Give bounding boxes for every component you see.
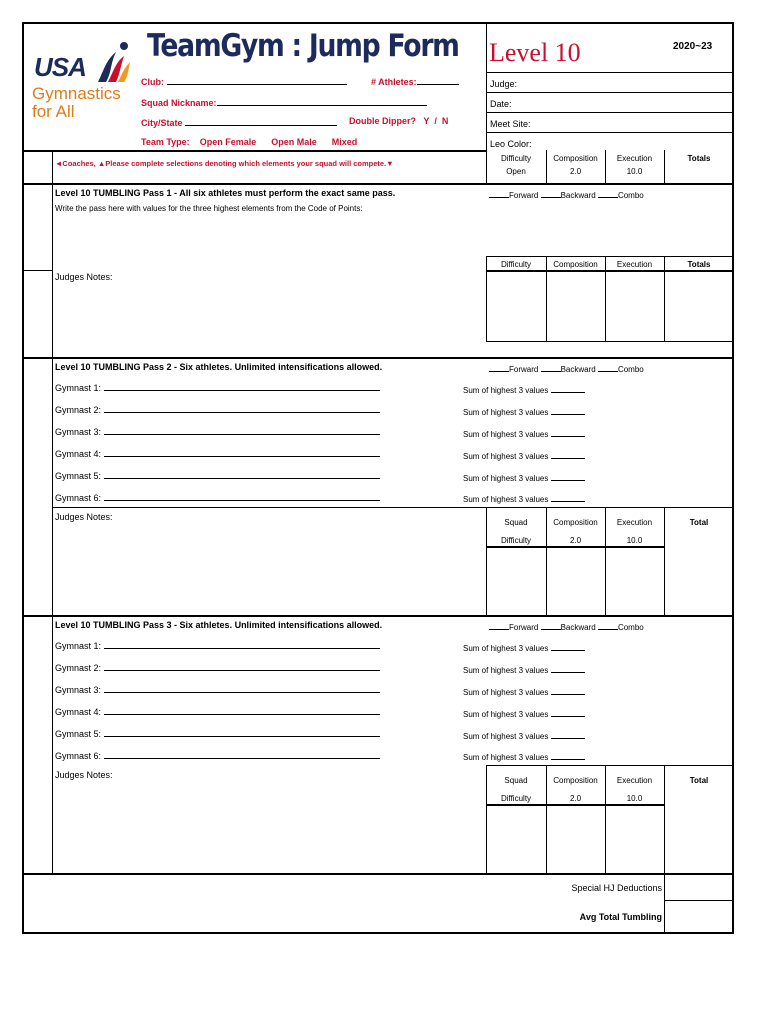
pass1-col-execution: Execution: [616, 260, 653, 269]
season-label: 2020~23: [673, 41, 713, 52]
pass3-sum-4[interactable]: Sum of highest 3 values: [463, 707, 585, 719]
pass2-gymnast-2[interactable]: Gymnast 2:: [55, 403, 380, 415]
pass2-gymnast-4[interactable]: Gymnast 4:: [55, 447, 380, 459]
logo-for-all-text: for All: [32, 102, 75, 121]
pass3-col-difficulty: Difficulty: [500, 794, 532, 803]
date-field[interactable]: Date:: [490, 99, 512, 109]
pass2-col-execution-value: 10.0: [626, 536, 643, 545]
special-hj-deductions-field[interactable]: [665, 874, 733, 900]
team-type-open-male[interactable]: Open Male: [271, 137, 317, 147]
instructions-text: ◄Coaches, ▲Please complete selections denoting which elements your squad will compete.▼: [55, 159, 394, 168]
club-field[interactable]: [167, 75, 347, 85]
athletes-field[interactable]: [417, 75, 459, 85]
pass1-title: Level 10 TUMBLING Pass 1 - All six athletes must perform the exact same pass.: [55, 188, 396, 198]
pass3-sum-1[interactable]: Sum of highest 3 values: [463, 641, 585, 653]
city-label: City/State: [141, 116, 337, 128]
pass3-gymnast-3[interactable]: Gymnast 3:: [55, 683, 380, 695]
pass3-sum-6[interactable]: Sum of highest 3 values: [463, 750, 585, 762]
club-label: Club:: [141, 75, 347, 87]
pass3-title: Level 10 TUMBLING Pass 3 - Six athletes. Unlimited intensifications allowed.: [55, 620, 383, 630]
pass1-judges-notes: Judges Notes:: [55, 272, 113, 282]
pass2-gymnast-1[interactable]: Gymnast 1:: [55, 381, 380, 393]
head-composition-value: 2.0: [569, 167, 582, 176]
athletes-label: # Athletes:: [371, 75, 459, 87]
head-difficulty: Difficulty: [500, 154, 532, 163]
pass1-combo[interactable]: Combo: [617, 191, 644, 200]
pass3-gymnast-4[interactable]: Gymnast 4:: [55, 705, 380, 717]
pass3-combo[interactable]: Combo: [617, 623, 644, 632]
pass3-gymnast-1[interactable]: Gymnast 1:: [55, 639, 380, 651]
pass3-forward[interactable]: Forward: [509, 623, 539, 632]
pass2-gymnast-3[interactable]: Gymnast 3:: [55, 425, 380, 437]
pass2-combo[interactable]: Combo: [617, 365, 644, 374]
city-field[interactable]: [185, 116, 337, 126]
team-type: Team Type: Open Female Open Male Mixed: [141, 137, 358, 147]
special-hj-deductions-label: Special HJ Deductions: [571, 883, 662, 893]
pass3-sum-5[interactable]: Sum of highest 3 values: [463, 729, 585, 741]
avg-total-tumbling-field[interactable]: [665, 901, 733, 933]
head-totals: Totals: [687, 154, 711, 163]
pass2-gymnast-5[interactable]: Gymnast 5:: [55, 469, 380, 481]
pass1-backward[interactable]: Backward: [560, 191, 596, 200]
pass2-col-composition-value: 2.0: [569, 536, 582, 545]
pass2-col-execution: Execution: [616, 518, 653, 527]
pass3-col-total: Total: [689, 776, 709, 785]
double-dipper-no[interactable]: N: [441, 116, 449, 126]
judge-field[interactable]: Judge:: [490, 79, 518, 89]
double-dipper: Double Dipper? Y / N: [349, 116, 449, 126]
pass2-gymnast-6[interactable]: Gymnast 6:: [55, 491, 380, 503]
usa-gymnastics-flame-icon: [94, 40, 134, 84]
pass2-sum-2[interactable]: Sum of highest 3 values: [463, 405, 585, 417]
pass3-sum-3[interactable]: Sum of highest 3 values: [463, 685, 585, 697]
pass2-sum-3[interactable]: Sum of highest 3 values: [463, 427, 585, 439]
logo-gymnastics-text: Gymnastics: [32, 84, 121, 103]
pass2-forward[interactable]: Forward: [509, 365, 539, 374]
pass3-backward[interactable]: Backward: [560, 623, 596, 632]
pass1-forward[interactable]: Forward: [509, 191, 539, 200]
pass1-col-composition: Composition: [553, 260, 598, 269]
pass1-col-difficulty: Difficulty: [500, 260, 532, 269]
pass2-backward[interactable]: Backward: [560, 365, 596, 374]
form-title: TeamGym : Jump Form: [147, 28, 459, 64]
pass2-col-total: Total: [689, 518, 709, 527]
pass2-col-composition: Composition: [553, 518, 598, 527]
nickname-field[interactable]: [217, 96, 427, 106]
team-type-mixed[interactable]: Mixed: [331, 137, 358, 147]
pass3-col-execution: Execution: [616, 776, 653, 785]
usa-gymnastics-logo: [32, 40, 137, 122]
head-difficulty-value: Open: [506, 167, 526, 176]
pass2-direction: [489, 362, 644, 374]
head-composition: Composition: [553, 154, 598, 163]
pass3-direction: [489, 620, 644, 632]
pass1-subtitle: Write the pass here with values for the three highest elements from the Code of Points:: [55, 204, 363, 213]
pass2-sum-4[interactable]: Sum of highest 3 values: [463, 449, 585, 461]
pass3-gymnast-2[interactable]: Gymnast 2:: [55, 661, 380, 673]
pass3-col-composition-value: 2.0: [569, 794, 582, 803]
leo-color-field[interactable]: Leo Color:: [490, 139, 532, 149]
pass3-col-squad: Squad: [504, 776, 528, 785]
pass2-col-difficulty: Difficulty: [500, 536, 532, 545]
logo-usa-text: USA: [34, 52, 86, 82]
pass3-gymnast-5[interactable]: Gymnast 5:: [55, 727, 380, 739]
meet-site-field[interactable]: Meet Site:: [490, 119, 531, 129]
pass3-gymnast-6[interactable]: Gymnast 6:: [55, 749, 380, 761]
pass3-col-execution-value: 10.0: [626, 794, 643, 803]
avg-total-tumbling-label: Avg Total Tumbling: [579, 912, 662, 922]
head-execution: Execution: [616, 154, 653, 163]
pass2-col-squad: Squad: [504, 518, 528, 527]
nickname-label: Squad Nickname:: [141, 96, 427, 108]
double-dipper-yes[interactable]: Y: [423, 116, 430, 126]
pass1-direction: [489, 188, 644, 200]
pass3-col-composition: Composition: [553, 776, 598, 785]
pass2-judges-notes: Judges Notes:: [55, 512, 113, 522]
pass3-sum-2[interactable]: Sum of highest 3 values: [463, 663, 585, 675]
pass3-judges-notes: Judges Notes:: [55, 770, 113, 780]
level-label: Level 10: [489, 38, 581, 67]
pass2-sum-6[interactable]: Sum of highest 3 values: [463, 492, 585, 504]
pass2-sum-1[interactable]: Sum of highest 3 values: [463, 383, 585, 395]
team-type-open-female[interactable]: Open Female: [199, 137, 257, 147]
pass2-title: Level 10 TUMBLING Pass 2 - Six athletes. Unlimited intensifications allowed.: [55, 362, 383, 372]
pass1-col-totals: Totals: [687, 260, 711, 269]
head-execution-value: 10.0: [626, 167, 643, 176]
pass2-sum-5[interactable]: Sum of highest 3 values: [463, 471, 585, 483]
